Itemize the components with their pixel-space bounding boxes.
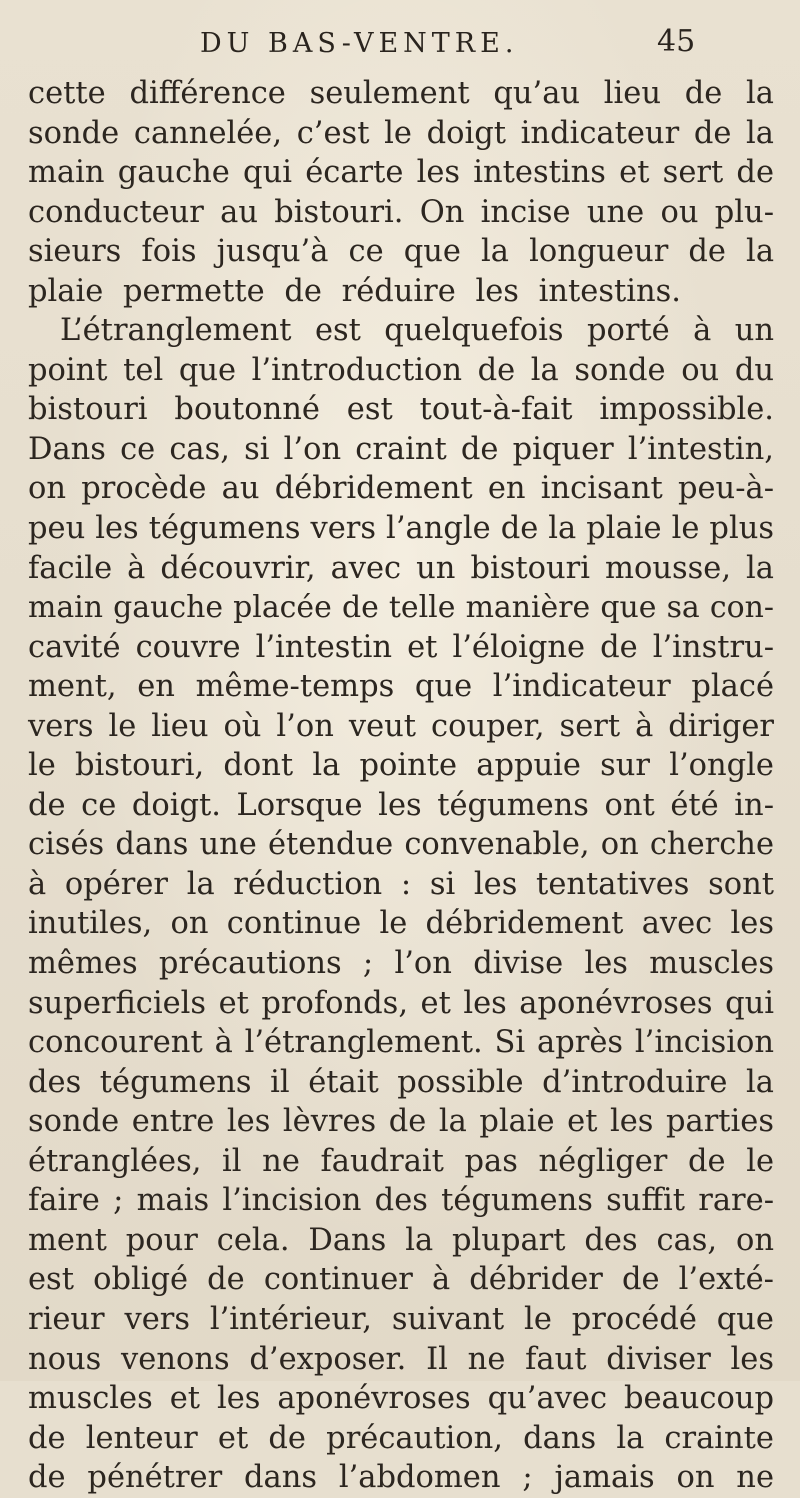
text-line: est obligé de continuer à débrider de l’exté-	[28, 1262, 774, 1298]
text-line: de ce doigt. Lorsque les tégumens ont été in-	[28, 787, 774, 823]
text-line: conducteur au bistouri. On incise une ou plu-	[28, 194, 774, 230]
text-line: peu les tégumens vers l’angle de la plaie le plus	[28, 511, 774, 547]
text-line: bistouri boutonné est tout-à-fait impossible.	[28, 392, 774, 428]
text-line: facile à découvrir, avec un bistouri mousse, la	[28, 550, 774, 586]
text-line: sonde entre les lèvres de la plaie et les parties	[28, 1104, 774, 1140]
text-line: sieurs fois jusqu’à ce que la longueur de la	[28, 234, 774, 270]
text-line: de lenteur et de précaution, dans la crainte	[28, 1420, 774, 1456]
text-line: main gauche placée de telle manière que sa con-	[28, 590, 774, 626]
text-line: superficiels et profonds, et les aponévroses qui	[28, 985, 774, 1021]
text-line: à opérer la réduction : si les tentatives sont	[28, 866, 774, 902]
text-line: cette différence seulement qu’au lieu de la	[28, 76, 774, 111]
text-line: le bistouri, dont la pointe appuie sur l’ongle	[28, 748, 774, 784]
text-line: mêmes précautions ; l’on divise les muscles	[28, 946, 774, 982]
text-line: on procède au débridement en incisant peu-à-	[28, 471, 774, 507]
text-line: de pénétrer dans l’abdomen ; jamais on ne	[28, 1460, 774, 1496]
body-text	[28, 74, 774, 1498]
running-head: DU BAS-VENTRE.	[200, 28, 519, 59]
text-line: cisés dans une étendue convenable, on cherche	[28, 827, 774, 863]
text-line: étranglées, il ne faudrait pas négliger de le	[28, 1143, 774, 1179]
text-line: cavité couvre l’intestin et l’éloigne de l’instru-	[28, 629, 774, 665]
text-line: nous venons d’exposer. Il ne faut diviser les	[28, 1341, 774, 1377]
text-line: ment, en même-temps que l’indicateur placé	[28, 669, 774, 705]
text-line: sonde cannelée, c’est le doigt indicateur de la	[28, 115, 774, 151]
text-line: main gauche qui écarte les intestins et sert de	[28, 155, 774, 191]
text-line: faire ; mais l’incision des tégumens suffit rare-	[28, 1183, 774, 1219]
text-line: concourent à l’étranglement. Si après l’incision	[28, 1025, 774, 1061]
text-line: plaie permette de réduire les intestins.	[28, 273, 682, 309]
text-line: vers le lieu où l’on veut couper, sert à diriger	[28, 708, 774, 744]
text-line: rieur vers l’intérieur, suivant le procédé que	[28, 1301, 774, 1337]
text-line: Dans ce cas, si l’on craint de piquer l’intestin,	[28, 431, 774, 467]
text-line: des tégumens il était possible d’introduire la	[28, 1064, 774, 1100]
page-header	[0, 22, 800, 62]
text-line: L’étranglement est quelquefois porté à un	[60, 313, 774, 349]
text-line: inutiles, on continue le débridement avec les	[28, 906, 774, 942]
text-line: ment pour cela. Dans la plupart des cas, on	[28, 1222, 774, 1258]
text-line: point tel que l’introduction de la sonde ou du	[28, 352, 774, 388]
page-number: 45	[657, 24, 696, 59]
text-line: muscles et les aponévroses qu’avec beaucoup	[28, 1381, 774, 1417]
